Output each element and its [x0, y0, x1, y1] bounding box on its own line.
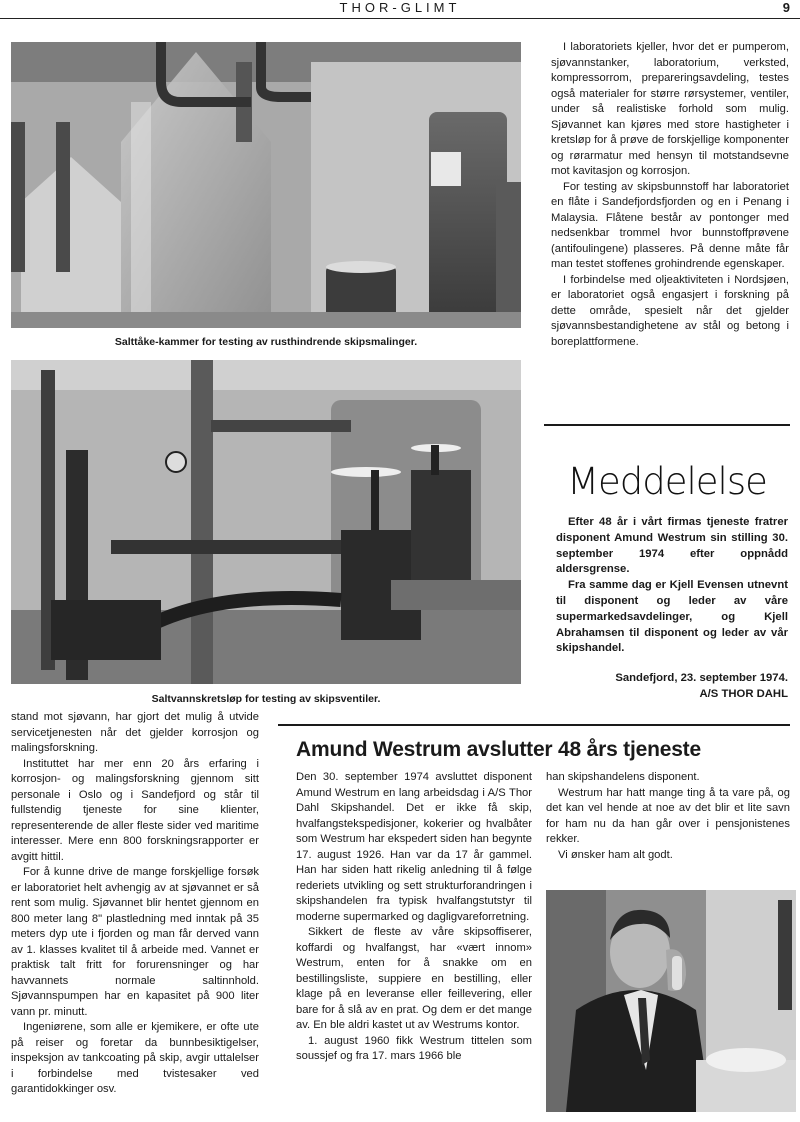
photo-amund-westrum: [546, 890, 796, 1112]
top-photo-caption: Salttåke-kammer for testing av rusthindrende skipsmalinger.: [114, 336, 418, 348]
article-column-1: [296, 770, 532, 1065]
paragraph: han skipshandelens disponent.: [546, 771, 700, 783]
notice-top-rule: [544, 424, 790, 426]
laboratory-text-column: [551, 40, 789, 350]
notice-place-date: Sandefjord, 23. september 1974.: [615, 672, 788, 684]
publication-name: THOR-GLIMT: [339, 0, 461, 15]
article-headline: Amund Westrum avslutter 48 års tjeneste: [296, 738, 701, 761]
paragraph: Den 30. september 1974 avsluttet disponent Amund Westrum en lang arbeidsdag i A/S Thor Dahl Skipshandel. Det er ikke få skip, hvalfangstekspedisjoner, kokerier og hvalbåter som Westrum har ekspedert siden han begynte 17. august 1926. Han var da 17 år gammel. Han har siden hatt rikelig anledning til å følge rederiets utvikling og sett strukturforandringen i skipshandelen fra typisk hvalfangstutstyr til moderne supermarked og dagligvareforretning.: [296, 771, 532, 923]
article-top-rule: [278, 724, 790, 726]
portrait-illustration: [546, 890, 796, 1112]
middle-photo-caption: Saltvannskretsløp for testing av skipsventiler.: [151, 693, 381, 705]
paragraph: Sikkert de fleste av våre skipsoffiserer, koffardi og hvalfangst, har «vært innom» Westrum, enten for å snakke om en bestillingsliste, suppiere en bestilling, eller klage på en leveranse eller feillevering, eller bare for å slå av en prat. Og dem er det mange av. En ble aldri kastet ut av Westrums kontor.: [296, 926, 532, 1031]
paragraph: For testing av skipsbunnstoff har laboratoriet en flåte i Sandefjordsfjorden og en i Penang i Malaysia. Flåtene består av pontonger med nedsenkbar trommel hvor bunnstoffprøvene (antifoulingene) plasseres. På denne måte får man testet stoffenes grohindrende egenskaper.: [551, 180, 789, 270]
paragraph: stand mot sjøvann, har gjort det mulig å utvide servicetjenesten når det gjelder korrosjon og malingsforskning.: [11, 711, 259, 754]
notice-paragraph: Fra samme dag er Kjell Evensen utnevnt til disponent og leder av våre supermarkedsavdelinger, og Kjell Abrahamsen til disponent og leder av vår skipshandel.: [556, 579, 788, 655]
article-column-2: [546, 770, 790, 863]
paragraph: 1. august 1960 fikk Westrum tittelen som soussjef og fra 17. mars 1966 ble: [296, 1034, 532, 1062]
paragraph: Ingeniørene, som alle er kjemikere, er ofte ute på reiser og foretar da bunnbesiktigelser, inspeksjon av tankcoating på skip, avgir uttalelser i forbindelse med tvistesaker ved garantidokkinger osv.: [11, 1021, 259, 1095]
paragraph: I forbindelse med oljeaktiviteten i Nordsjøen, er laboratoriet også engasjert i forskning på dette område, spesielt når det gjelder sjøvannsbestandighetene av stål og betong i boreplattformene.: [551, 273, 789, 348]
paragraph: I laboratoriets kjeller, hvor det er pumperom, sjøvannstanker, laboratorium, verksted, kompressorrom, prepareringsavdeling, testes også materialer for større rørsystemer, ventiler, under så realistiske forhold som mulig. Sjøvannet kan kjøres med store hastigheter i kretsløp for å prøve de forskjellige komponenter og rørarmatur med hensyn til motstandsevne mot kavitasjon og korrosjon.: [551, 41, 789, 177]
notice-signature: A/S THOR DAHL: [699, 688, 788, 700]
salt-water-circuit-illustration: [11, 360, 521, 684]
page-number: 9: [782, 0, 790, 15]
institute-text-column: [11, 710, 259, 1098]
paragraph: Instituttet har mer enn 20 års erfaring i korrosjon- og malingsforskning gjennom sitt personale i Oslo og i Sandefjord og står til fullstendig tjeneste for sine klienter, representerende de aller fleste sider ved maritime interesser. Mere enn 800 forskningsrapporter er avgitt hittil.: [11, 757, 259, 863]
paragraph: For å kunne drive de mange forskjellige forsøk er laboratoriet helt avhengig av at sjøvannet er så rent som mulig. Sjøvannet blir hentet gjennom en 800 meter lang 8" plastledning med inntak på 35 meters dyp ute i fjorden og man får derved vann av 1. klasses kvalitet til å arbeide med. Vannet er praktisk talt fritt for forurensninger og har havvannets normale saltinnhold. Sjøvannspumpen har en kapasitet på 900 liter vann pr. minutt.: [11, 866, 259, 1018]
notice-body: [556, 515, 788, 657]
salt-fog-chamber-illustration: [11, 42, 521, 328]
page-header: [0, 0, 800, 19]
paragraph: Vi ønsker ham alt godt.: [558, 848, 673, 861]
paragraph: Westrum har hatt mange ting å ta vare på, og det kan vel hende at noe av det blir et lite savn for ham nu da han går over i pensjonistenes rekker.: [546, 786, 790, 845]
photo-salt-water-circuit: [11, 360, 521, 684]
notice-title: Meddelelse: [567, 460, 767, 503]
photo-salt-fog-chamber: [11, 42, 521, 328]
notice-paragraph: Efter 48 år i vårt firmas tjeneste fratrer disponent Amund Westrum sin stilling 30. september 1974 efter oppnådd aldersgrense.: [556, 516, 788, 576]
